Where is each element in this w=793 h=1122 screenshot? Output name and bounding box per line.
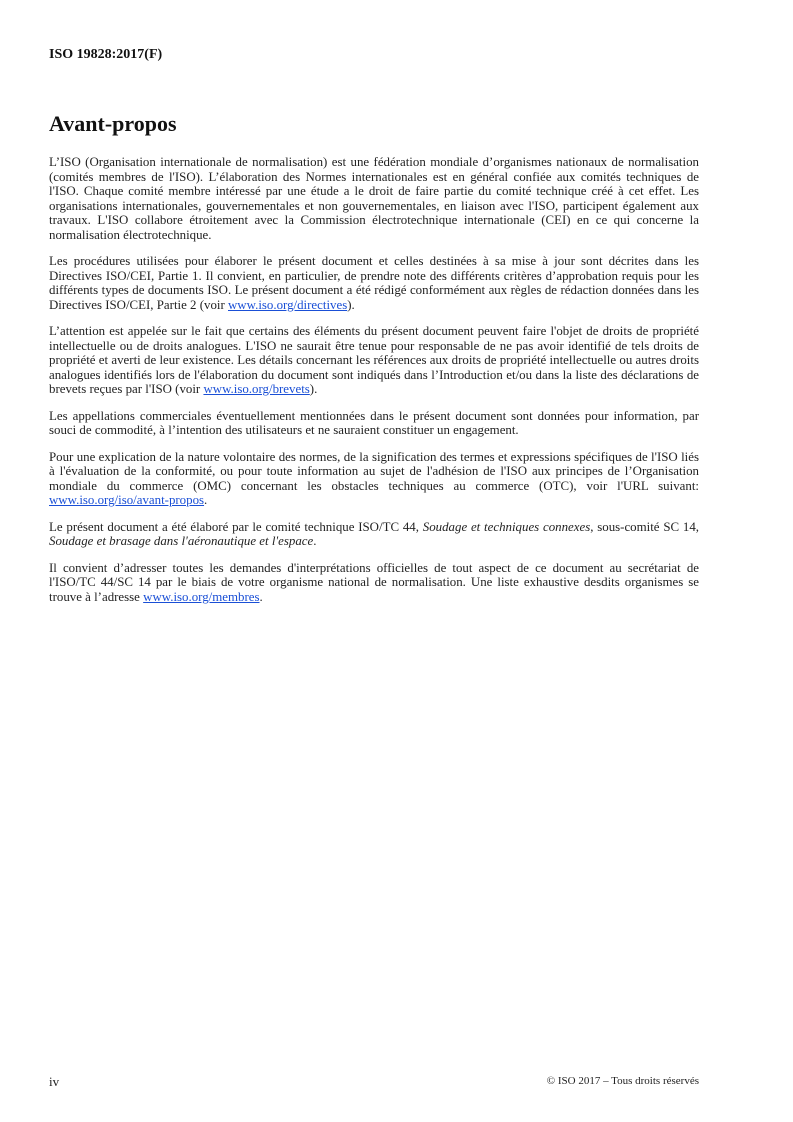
paragraph-voluntary-nature [49,450,699,508]
foreword-link[interactable]: www.iso.org/iso/avant-propos [49,493,205,507]
directives-link[interactable]: www.iso.org/directives [228,297,348,312]
paragraph-text: Le présent document a été élaboré par le comité technique ISO/TC 44, [49,519,423,534]
document-id: ISO 19828:2017(F) [49,47,163,62]
paragraph-text: . [313,534,317,548]
paragraph-procedures [49,254,699,312]
paragraph-text: . [204,493,208,507]
patents-link[interactable]: www.iso.org/brevets [203,382,310,396]
paragraph-text: Il convient d’adresser toutes les demandes d'interprétations officielles de tout aspect de ce document au secrétariat de l'ISO/TC 44/SC 14 par le biais de votre organisme national de normalisation. Une liste exhaustive desdits organismes se trouve à l’adresse [49,560,699,604]
paragraph-trade-names: Les appellations commerciales éventuellement mentionnées dans le présent document sont données pour information, par souci de commodité, à l’intention des utilisateurs et ne sauraient constituer un engagement. [49,408,699,437]
paragraph-text: ). [309,382,318,396]
paragraph-text: L’attention est appelée sur le fait que certains des éléments du présent document peuvent faire l'objet de droits de propriété intellectuelle ou de droits analogues. L'ISO ne saurait être tenue pour responsable de ne pas avoir identifié de tels droits de propriété et averti de leur existence. Les détails concernant les références aux droits de propriété intellectuelle ou autres droits analogues identifiés lors de l'élaboration du document sont indiqués dans l’Introduction et/ou dans la liste des déclarations de brevets reçues par l'ISO (voir [49,324,699,396]
paragraph-text: . [259,589,263,604]
paragraph-text: , sous-comité SC 14, [590,519,700,534]
committee-title: Soudage et techniques connexes [422,519,591,534]
members-link[interactable]: www.iso.org/membres [143,589,260,604]
paragraph-text: ). [347,297,355,312]
paragraph-interpretations [49,561,699,605]
paragraph-patents [49,324,699,397]
paragraph-iso-organisation: L’ISO (Organisation internationale de normalisation) est une fédération mondiale d’organismes nationaux de normalisation (comités membres de l'ISO). L’élaboration des Normes internationales est en général confiée aux comités techniques de l'ISO. Chaque comité membre intéressé par une étude a le droit de faire partie du comité technique créé à cet effet. Les organisations internationales, gouvernementales et non gouvernementales, en liaison avec l'ISO, participent également aux travaux. L'ISO collabore étroitement avec la Commission électrotechnique internationale (CEI) en ce qui concerne la normalisation électrotechnique. [49,155,699,242]
subcommittee-title: Soudage et brasage dans l'aéronautique et l'espace [49,534,314,548]
page-number: iv [49,1074,60,1089]
paragraph-text: Pour une explication de la nature volontaire des normes, de la signification des termes et expressions spécifiques de l'ISO liés à l'évaluation de la conformité, ou pour toute information au sujet de l'adhésion de l'ISO aux principes de l’Organisation mondiale du commerce (OMC) concernant les obstacles techniques au commerce (OTC), voir l'URL suivant: [49,449,699,493]
paragraph-committee [49,520,699,549]
page-title: Avant-propos [49,111,177,136]
copyright-notice: © ISO 2017 – Tous droits réservés [546,1075,699,1087]
foreword-body [49,155,699,616]
paragraph-text: Les procédures utilisées pour élaborer le présent document et celles destinées à sa mise à jour sont décrites dans les Directives ISO/CEI, Partie 1. Il convient, en particulier, de prendre note des différents critères d’approbation requis pour les différents types de documents ISO. Le présent document a été rédigé conformément aux règles de rédaction données dans les Directives ISO/CEI, Partie 2 (voir [49,254,699,312]
